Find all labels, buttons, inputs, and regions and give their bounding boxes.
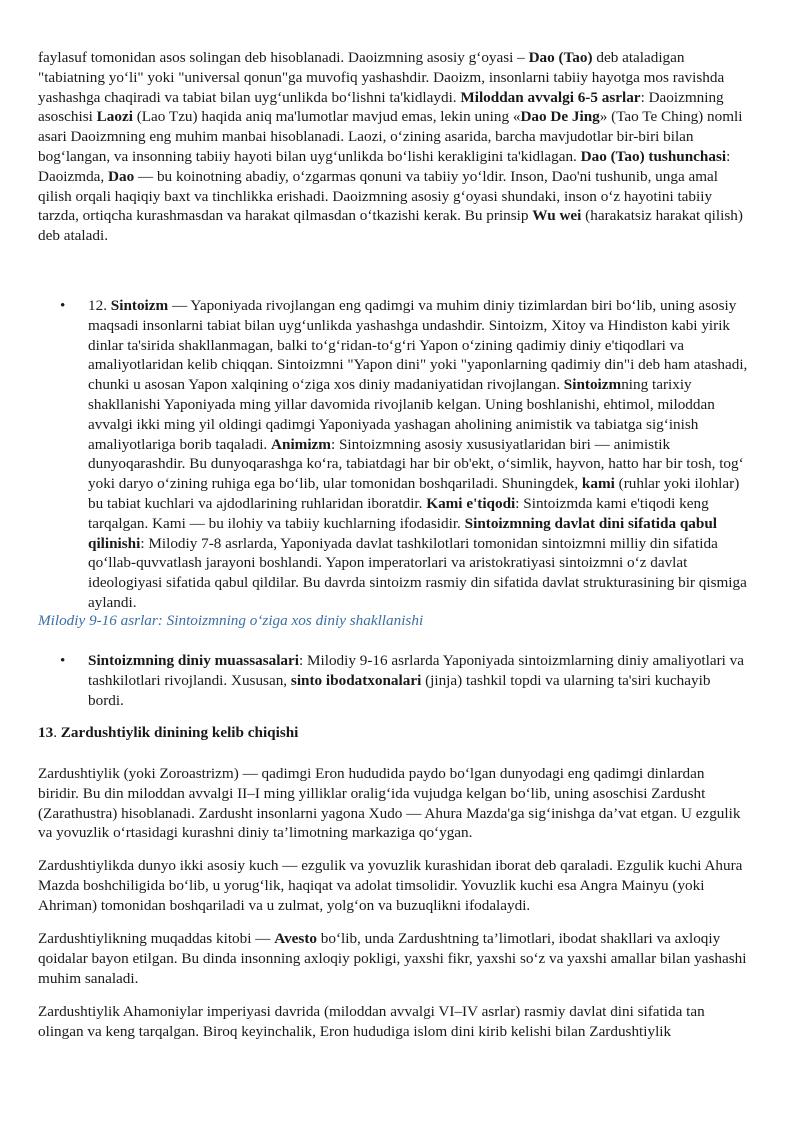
bold-term-dao-de-jing: Dao De Jing <box>520 108 600 126</box>
zoroastrianism-paragraph-2: Zardushtiylikda dunyo ikki asosiy kuch — ezgulik va yovuzlik kurashidan iborat deb qaraladi. Ezgulik kuchi Ahura Mazda boshchiligida bo‘lib, u yorug‘lik, haqiqat va adolat timsolidir. Yovuzlik kuchi esa Angra Mainyu (yoki Ahriman) tomonidan boshqariladi va u zulmat, yolg‘on va buzuqlikni ifodalaydi. <box>38 857 743 914</box>
bullet-icon: • <box>60 297 66 314</box>
bold-term-laozi: Laozi <box>96 108 133 126</box>
text-run: deb ataladigan "tabiatning yo‘li" yoki "universal qonun"ga muvofiq yashashdir. Daoizm, insonlarni tabiiy hayotga mos ravishda yashashga chaqiradi va tabiat bilan uyg‘unlikda bo‘lishni ta'kidlaydi. <box>38 49 725 106</box>
bold-term-period: Miloddan avvalgi 6-5 asrlar <box>460 88 641 106</box>
item-number: 12. <box>88 297 111 314</box>
bold-term-dao-concept: Dao (Tao) tushunchasi <box>580 147 727 165</box>
section-heading-13 <box>38 723 298 743</box>
bold-term-shrines: sinto ibodatxonalari <box>290 671 422 689</box>
heading-title: Zardushtiylik dinining kelib chiqishi <box>60 724 299 741</box>
text-run: — Yaponiyada rivojlangan eng qadimgi va muhim diniy tizimlardan biri bo‘lib, uning asosiy maqsadi insonlarni tabiat bilan uyg‘unlikda yashashga undashdir. Sintoizm, Xitoy va Hindiston kabi yirik dinlar ta'sirida shakllanmagan, balki to‘g‘ridan-to‘g‘ri Yapon o‘zining qadimiy diniy e'tiqodlari va amaliyotlaridan kelib chiqqan. Sintoizmni "Yapon dini" yoki "yaponlarning qadimiy din"i deb ham atashadi, chunki u asosan Yapon xalqining o‘ziga xos diniy madaniyatidan rivojlangan. <box>88 297 748 394</box>
text-run: ning tarixiy shakllanishi Yaponiyada ming yillar davomida rivojlanib kelgan. Uning boshlanishi, ehtimol, miloddan avvalgi ikki ming yil oldingi qadimgi Yaponiyada yashagan aholining animistik va tabiatga sig‘inish amaliyotlariga borib taqaladi. <box>88 376 715 453</box>
list-item-text <box>88 296 748 613</box>
bold-term-dao-short: Dao <box>108 167 135 185</box>
zoroastrianism-paragraph-1: Zardushtiylik (yoki Zoroastrizm) — qadimgi Eron hududida paydo bo‘lgan dunyodagi eng qadimgi dinlardan biridir. Bu din miloddan avvalgi II–I ming yilliklar oralig‘ida vujudga kelgan bo‘lib, uning asoschisi Zardusht (Zarathustra) hisoblanadi. Zardusht insonlarni yagona Xudo — Ahura Mazda'ga sig‘inishga da’vat etgan. U ezgulik va yovuzlik o‘rtasidagi kurashni diniy ta’limotning markaziga qo‘ygan. <box>38 765 741 842</box>
list-item-shintoism <box>38 296 748 613</box>
bullet-icon: • <box>60 652 66 669</box>
text-run: : Sintoizmning asosiy xususiyatlaridan biri — animistik dunyoqarashdir. Bu dunyoqarashga ko‘ra, tabiatdagi har bir ob'ekt, o‘simlik, hayvon, hatto har bir tosh, tog‘ yoki daryo o‘zining ruhiga ega bo‘lib, ular tomonidan boshqariladi. Shuningdek, <box>88 435 744 493</box>
bold-term-avesto: Avesto <box>274 930 317 947</box>
text-run: : Milodiy 7-8 asrlarda, Yaponiyada davlat tashkilotlari tomonidan sintoizmni milliy din sifatida qo‘llab-quvvatlash jarayoni boshlandi. Yapon imperatorlari va aristokratiyasi sintoizmni o‘z davlat ideologiyasi sifatida qabul qildilar. Bu davrda sintoizm rasmiy din sifatida davlat strukturasining bir qismiga aylandi. <box>88 534 747 611</box>
bold-term-kami-belief: Kami e'tiqodi <box>426 494 516 512</box>
text-run: (jinja) tashkil topdi va ularning ta'siri kuchayib bordi. <box>88 671 711 709</box>
text-run: : Daoizmning asoschisi <box>38 88 724 126</box>
list-item-text <box>88 651 748 710</box>
text-run: — bu koinotning abadiy, o‘zgarmas qonuni va tabiiy yo‘ldir. Inson, Dao'ni tushunib, unga amal qilish orqali haqiqiy baxt va tinchlikka erishadi. Daoizmning asosiy g‘oyasi shundaki, inson o‘z hayotini tabiiy tarzda, ortiqcha kurashmasdan va harakat qilmasdan o‘tkazishi kerak. Bu prinsip <box>38 167 719 225</box>
text-run: : Daoizmda, <box>38 147 731 185</box>
heading-separator: . <box>53 724 61 741</box>
text-run: faylasuf tomonidan asos solingan deb hisoblanadi. Daoizmning asosiy g‘oyasi – <box>38 49 529 66</box>
section-subheading: Milodiy 9-16 asrlar: Sintoizmning o‘ziga xos diniy shakllanishi <box>38 612 424 629</box>
bold-term-kami: kami <box>581 475 615 493</box>
bold-term-animizm: Animizm <box>271 435 331 453</box>
bold-term-wu-wei: Wu wei <box>532 207 582 225</box>
zoroastrianism-paragraph-3 <box>38 929 748 988</box>
text-run: (harakatsiz harakat qilish) deb ataladi. <box>38 207 743 245</box>
bold-term-sintoizm-2: Sintoizm <box>563 376 622 394</box>
bold-term-institutions: Sintoizmning diniy muassasalari <box>88 652 299 669</box>
heading-number: 13 <box>38 724 54 741</box>
bold-term-state-religion: Sintoizmning davlat dini sifatida qabul qilinishi <box>88 514 718 552</box>
text-run: (ruhlar yoki ilohlar) bu tabiat kuchlari va ajdodlarining ruhlaridan iboratdir. <box>88 475 740 512</box>
text-run: bo‘lib, unda Zardushtning ta’limotlari, ibodat shakllari va axloqiy qoidalar bayon etilgan. Bu dinda insonning axloqiy pokligi, yaxshi fikr, yaxshi so‘z va yaxshi amallar bilan yashashi muhim sanaladi. <box>38 930 747 987</box>
text-run: Zardushtiylikning muqaddas kitobi — <box>38 930 275 947</box>
zoroastrianism-paragraph-4: Zardushtiylik Ahamoniylar imperiyasi davrida (miloddan avvalgi VI–IV asrlar) rasmiy davlat dini sifatida tan olingan va keng tarqalgan. Biroq keyinchalik, Eron hududiga islom dini kirib kelishi bilan Zardushtiylik <box>38 1003 705 1040</box>
text-run: : Sintoizmda kami e'tiqodi keng tarqalgan. Kami — bu ilohiy va tabiiy kuchlarning ifodasidir. <box>88 494 709 532</box>
bold-term-dao: Dao (Tao) <box>528 49 593 66</box>
text-run: (Lao Tzu) haqida aniq ma'lumotlar mavjud emas, lekin uning « <box>132 108 521 126</box>
bold-term-sintoizm: Sintoizm <box>110 297 169 314</box>
daoism-paragraph <box>38 48 748 246</box>
list-item-institutions <box>38 651 748 710</box>
text-run: » (Tao Te Ching) nomli asari Daoizmning eng muhim manbai hisoblanadi. Laozi, o‘zining asarida, barcha mavjudotlar bir-biri bilan bog‘langan, va insonning tabiiy hayoti bilan uyg‘unlikda bo‘lishi kerakligini ta'kidlagan. <box>38 108 743 165</box>
text-run: : Milodiy 9-16 asrlarda Yaponiyada sintoizmlarning diniy amaliyotlari va tashkilotlari rivojlandi. Xususan, <box>88 652 744 689</box>
